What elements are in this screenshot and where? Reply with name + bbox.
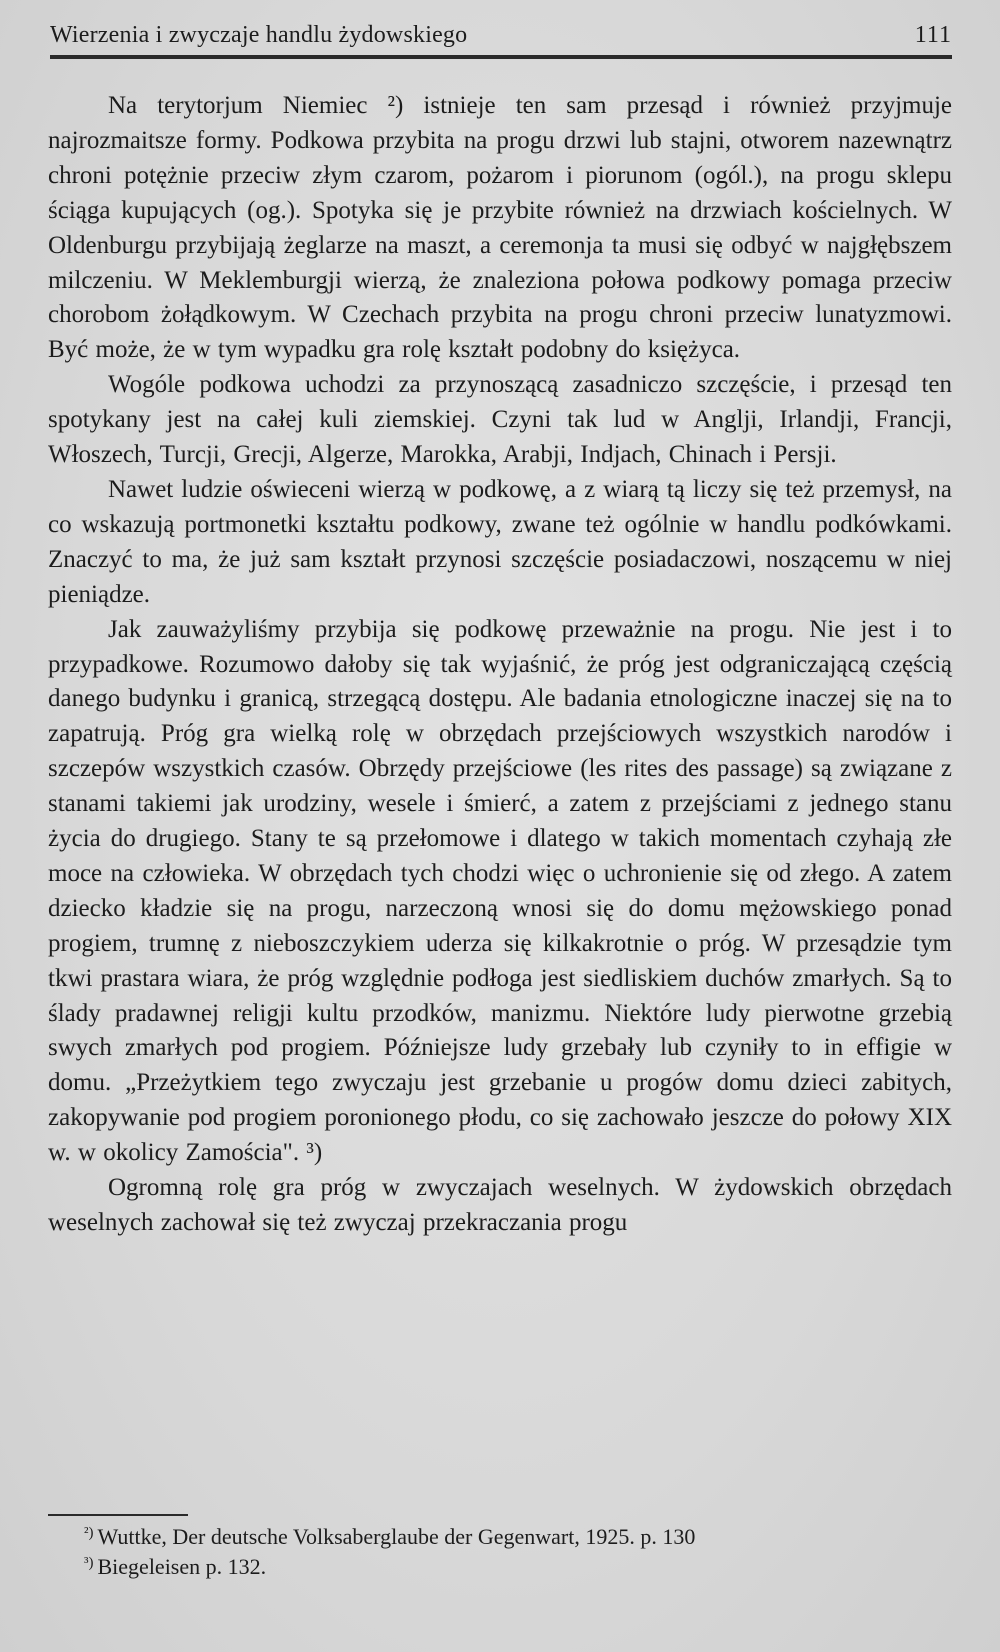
footnote-text: Biegeleisen p. 132. <box>97 1554 267 1579</box>
page-header <box>50 20 952 60</box>
footnote <box>84 1520 952 1550</box>
footnote <box>84 1550 952 1580</box>
paragraph-threshold: Jak zauważyliśmy przybija się podkowę przeważnie na progu. Nie jest i to przypadkowe. Rozumowo dałoby się tak wyjaśnić, że próg jest odgraniczającą częścią danego budynku i granicą, strzegącą dostępu. Ale badania etnologiczne inaczej się na to zapatrują. Próg gra wielką rolę w obrzędach przejściowych wszystkich narodów i szczepów wszystkich czasów. Obrzędy przejściowe (les rites des passage) są związane z stanami takiemi jak urodziny, wesele i śmierć, a zatem z przejściami z jednego stanu życia do drugiego. Stany te są przełomowe i dlatego w takich momentach czyhają złe moce na człowieka. W obrzędach tych chodzi więc o uchronienie się od złego. A zatem dziecko kładzie się na progu, narzeczoną wnosi się do domu mężowskiego ponad progiem, trumnę z nieboszczykiem uderza się kilkakrotnie o próg. W przesądzie tym tkwi prastara wiara, że próg względnie podłoga jest siedliskiem duchów zmarłych. Są to ślady pradawnej religji kultu przodków, manizmu. Niektóre ludy pierwotne grzebią swych zmarłych pod progiem. Późniejsze ludy grzebały lub czyniły to in effigie w domu. „Przeżytkiem tego zwyczaju jest grzebanie u progów domu dzieci zabitych, zakopywanie pod progiem poronionego płodu, co się zachowało jeszcze do połowy XIX w. w okolicy Zamościa". ³) <box>48 615 952 1167</box>
paragraph-horseshoe-germany: Na terytorjum Niemiec ²) istnieje ten sam przesąd i również przyjmuje najrozmaitsze formy. Podkowa przybita na progu drzwi lub stajni, otworem nazewnątrz chroni potężnie przeciw złym czarom, pożarom i piorunom (ogól.), na progu sklepu ściąga kupujących (og.). Spotyka się je przybite również na drzwiach kościelnych. W Oldenburgu przybijają żeglarze na maszt, a ceremonja ta musi się odbyć w najgłębszem milczeniu. W Meklemburgji wierzą, że znaleziona połowa podkowy pomaga przeciw chorobom żołądkowym. W Czechach przybita na progu chroni przeciw lunatyzmowi. Być może, że w tym wypadku gra rolę kształt podobny do księżyca. <box>48 92 952 364</box>
page-number: 111 <box>914 22 952 48</box>
running-title: Wierzenia i zwyczaje handlu żydowskiego <box>50 22 468 48</box>
paragraph-horseshoe-luck: Wogóle podkowa uchodzi za przynoszącą zasadniczo szczęście, i przesąd ten spotykany jest na całej kuli ziemskiej. Czyni tak lud w Anglji, Irlandji, Francji, Włoszech, Turcji, Grecji, Algerze, Marokka, Arabji, Indjach, Chinach i Persji. <box>48 371 952 469</box>
header-rule <box>50 55 952 59</box>
footnote-text: Wuttke, Der deutsche Volksaberglaube der Gegenwart, 1925. p. 130 <box>97 1524 696 1549</box>
paragraph-enlightened-people: Nawet ludzie oświeceni wierzą w podkowę, a z wiarą tą liczy się też przemysł, na co wskazują portmonetki kształtu podkowy, zwane też ogólnie w handlu podkówkami. Znaczyć to ma, że już sam kształt przynosi szczęście posiadaczowi, noszącemu w niej pieniądze. <box>48 475 952 608</box>
footnote-mark: ²) <box>84 1525 94 1541</box>
footnote-rule <box>48 1514 188 1516</box>
footnotes <box>84 1520 952 1580</box>
paragraph-wedding-customs: Ogromną rolę gra próg w zwyczajach weselnych. W żydowskich obrzędach weselnych zachował się też zwyczaj przekraczania progu <box>48 1174 952 1236</box>
footnote-mark: ³) <box>84 1555 94 1571</box>
body-text <box>48 89 952 1241</box>
